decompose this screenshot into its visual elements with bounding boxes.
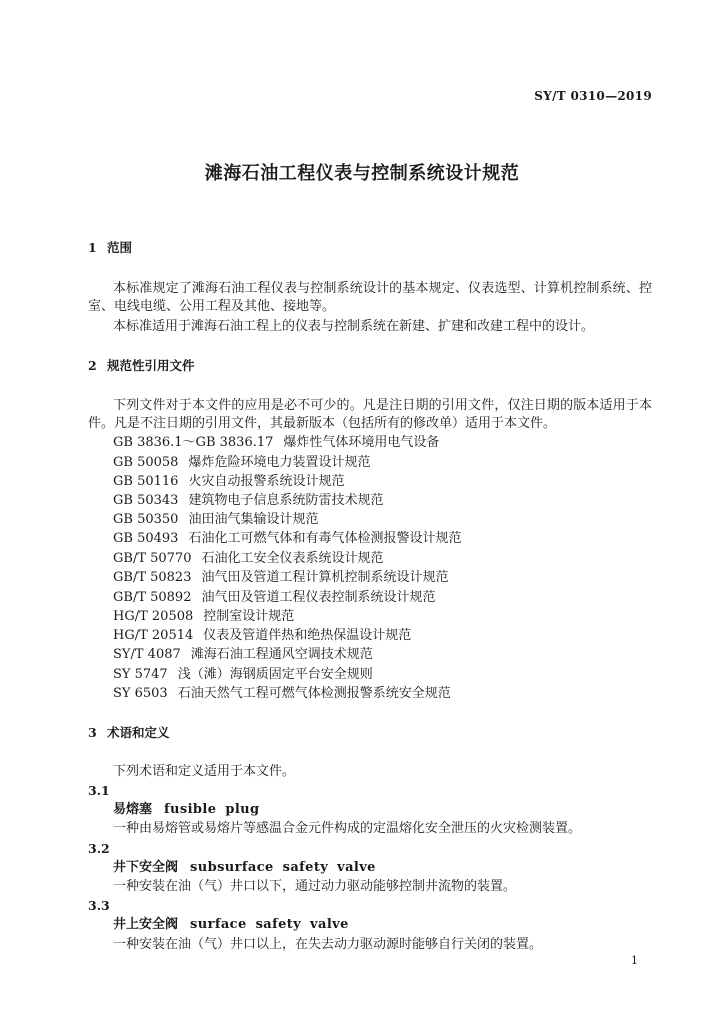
reference-title: 油田油气集输设计规范 — [188, 512, 319, 527]
paragraph-line: 本标准规定了滩海石油工程仪表与控制系统设计的基本规定、仪表选型、计算机控制系统、控 — [113, 281, 652, 296]
reference-title: 仪表及管道伴热和绝热保温设计规范 — [203, 628, 412, 643]
section-title: 术语和定义 — [107, 725, 170, 740]
reference-code: GB/T 50770 — [113, 551, 192, 566]
reference-code: HG/T 20514 — [113, 628, 194, 643]
section-title: 范围 — [107, 240, 133, 255]
section-2-heading — [88, 357, 195, 375]
reference-item — [113, 492, 383, 510]
reference-item — [113, 646, 373, 664]
term-definition: 一种安装在油（气）井口以下，通过动力驱动能够控制井流物的装置。 — [113, 879, 517, 894]
section-1-heading — [88, 239, 132, 257]
reference-title: 控制室设计规范 — [203, 609, 295, 624]
reference-code: GB/T 50892 — [113, 590, 192, 605]
reference-title: 火灾自动报警系统设计规范 — [188, 474, 345, 489]
reference-title: 石油化工可燃气体和有毒气体检测报警设计规范 — [188, 531, 462, 546]
term-chinese: 易熔塞 — [113, 802, 153, 817]
term-entry — [113, 916, 349, 934]
reference-title: 爆炸性气体环境用电气设备 — [283, 435, 440, 450]
page-number: 1 — [631, 954, 638, 967]
clause-number: 3.1 — [88, 783, 110, 798]
reference-title: 油气田及管道工程仪表控制系统设计规范 — [201, 590, 436, 605]
reference-item — [113, 627, 411, 645]
term-definition: 一种由易熔管或易熔片等感温合金元件构成的定温熔化安全泄压的火灾检测装置。 — [113, 821, 582, 836]
reference-title: 滩海石油工程通风空调技术规范 — [190, 647, 373, 662]
reference-code: SY/T 4087 — [113, 647, 181, 662]
paragraph-line: 下列术语和定义适用于本文件。 — [113, 764, 296, 779]
reference-item — [113, 434, 439, 452]
section-number: 3 — [88, 725, 97, 740]
reference-code: HG/T 20508 — [113, 609, 194, 624]
section-number: 1 — [88, 240, 97, 255]
term-english: fusible plug — [164, 802, 260, 817]
reference-code: GB/T 50823 — [113, 570, 192, 585]
term-entry — [113, 801, 260, 819]
reference-item — [113, 550, 384, 568]
paragraph-line: 本标准适用于滩海石油工程上的仪表与控制系统在新建、扩建和改建工程中的设计。 — [113, 319, 595, 334]
paragraph-line: 室、电线电缆、公用工程及其他、接地等。 — [88, 299, 336, 314]
paragraph-line: 下列文件对于本文件的应用是必不可少的。凡是注日期的引用文件，仅注日期的版本适用于本 — [113, 398, 652, 413]
section-number: 2 — [88, 358, 97, 373]
section-title: 规范性引用文件 — [107, 358, 195, 373]
reference-code: GB 50058 — [113, 455, 179, 470]
reference-code: SY 6503 — [113, 686, 168, 701]
reference-item — [113, 473, 344, 491]
reference-item — [113, 530, 461, 548]
term-definition: 一种安装在油（气）井口以上，在失去动力驱动源时能够自行关闭的装置。 — [113, 937, 543, 952]
reference-title: 建筑物电子信息系统防雷技术规范 — [188, 493, 384, 508]
reference-item — [113, 666, 373, 684]
reference-code: GB 50350 — [113, 512, 179, 527]
term-english: surface safety valve — [190, 917, 349, 932]
reference-code: GB 50116 — [113, 474, 179, 489]
clause-number: 3.3 — [88, 898, 110, 913]
term-chinese: 井上安全阀 — [113, 917, 179, 932]
term-english: subsurface safety valve — [190, 860, 376, 875]
clause-number: 3.2 — [88, 841, 110, 856]
term-chinese: 井下安全阀 — [113, 860, 179, 875]
reference-code: SY 5747 — [113, 667, 168, 682]
paragraph-line: 件。凡是不注日期的引用文件，其最新版本（包括所有的修改单）适用于本文件。 — [88, 416, 557, 431]
section-3-heading — [88, 724, 170, 742]
reference-title: 石油天然气工程可燃气体检测报警系统安全规范 — [177, 686, 451, 701]
term-entry — [113, 859, 376, 877]
standard-code: SY/T 0310—2019 — [534, 89, 652, 103]
reference-code: GB 3836.1～GB 3836.17 — [113, 435, 274, 450]
reference-code: GB 50493 — [113, 531, 179, 546]
reference-item — [113, 685, 451, 703]
reference-title: 爆炸危险环境电力装置设计规范 — [188, 455, 371, 470]
reference-item — [113, 454, 370, 472]
reference-title: 油气田及管道工程计算机控制系统设计规范 — [201, 570, 449, 585]
reference-title: 浅（滩）海钢质固定平台安全规则 — [177, 667, 373, 682]
reference-item — [113, 608, 294, 626]
reference-item — [113, 589, 436, 607]
reference-code: GB 50343 — [113, 493, 179, 508]
reference-item — [113, 569, 449, 587]
document-title: 滩海石油工程仪表与控制系统设计规范 — [204, 163, 520, 184]
reference-title: 石油化工安全仪表系统设计规范 — [201, 551, 384, 566]
reference-item — [113, 511, 318, 529]
